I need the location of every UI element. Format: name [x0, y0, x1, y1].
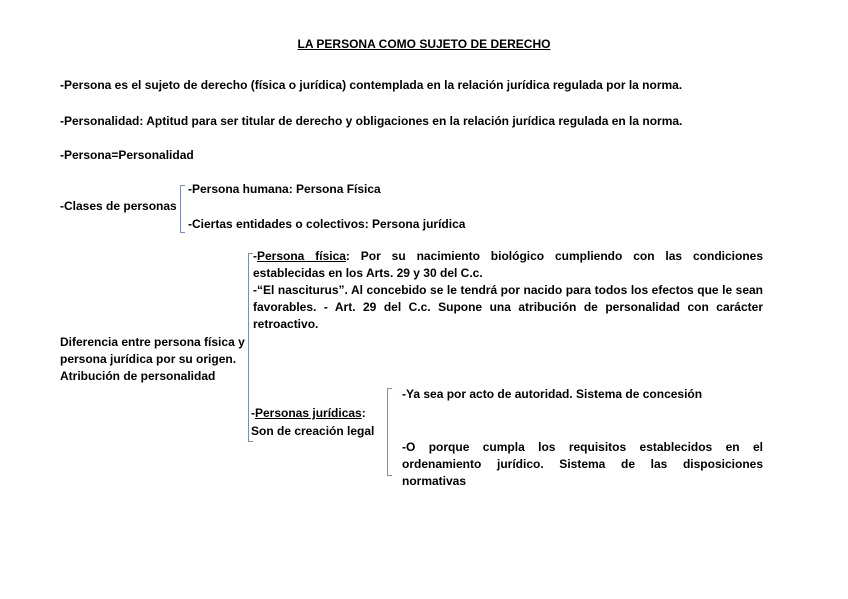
clases-bracket: [180, 185, 185, 233]
juridicas-requisitos: -O porque cumpla los requisitos establecidos en el ordenamiento jurídico. Sistema de las disposiciones normativas: [402, 440, 763, 488]
persona-fisica-term: Persona física: [257, 249, 346, 263]
persona-fisica-block: [253, 248, 763, 282]
clases-label: -Clases de personas: [60, 199, 177, 213]
diferencia-label-line2: persona jurídica por su origen.: [60, 352, 237, 366]
personas-juridicas-colon: :: [361, 406, 366, 420]
nasciturus-text: -“El nasciturus”. Al concebido se le tendrá por nacido para todos los efectos que le sean favorables. - Art. 29 del C.c. Supone una atribución de personalidad con carácter retroactivo.: [253, 283, 763, 331]
personalidad-definition: -Personalidad: Aptitud para ser titular de derecho y obligaciones en la relación jurídica regulada en la norma.: [60, 114, 683, 128]
diferencia-label-line3: Atribución de personalidad: [60, 369, 216, 383]
juridicas-autoridad: -Ya sea por acto de autoridad. Sistema de concesión: [402, 387, 703, 401]
personas-juridicas-term: Personas jurídicas: [255, 406, 362, 420]
persona-equals-personalidad: -Persona=Personalidad: [60, 148, 194, 162]
clase-persona-humana: -Persona humana: Persona Física: [188, 182, 381, 196]
persona-fisica-colon: :: [345, 249, 350, 263]
persona-fisica-text: Por su nacimiento biológico cumpliendo con las condiciones establecidas en los Arts. 29 y 30 del C.c.: [253, 249, 763, 280]
clase-entidades: -Ciertas entidades o colectivos: Persona jurídica: [188, 217, 466, 231]
personas-juridicas-dash: -: [251, 406, 255, 420]
page-title: LA PERSONA COMO SUJETO DE DERECHO: [297, 37, 551, 51]
persona-definition: -Persona es el sujeto de derecho (física o jurídica) contemplada en la relación jurídica regulada por la norma.: [60, 78, 683, 92]
juridicas-bracket: [387, 388, 392, 476]
personas-juridicas-sub: Son de creación legal: [251, 424, 375, 438]
personas-juridicas-heading: [251, 406, 366, 420]
diferencia-label-line1: Diferencia entre persona física y: [60, 335, 245, 349]
persona-fisica-dash: -: [253, 249, 257, 263]
